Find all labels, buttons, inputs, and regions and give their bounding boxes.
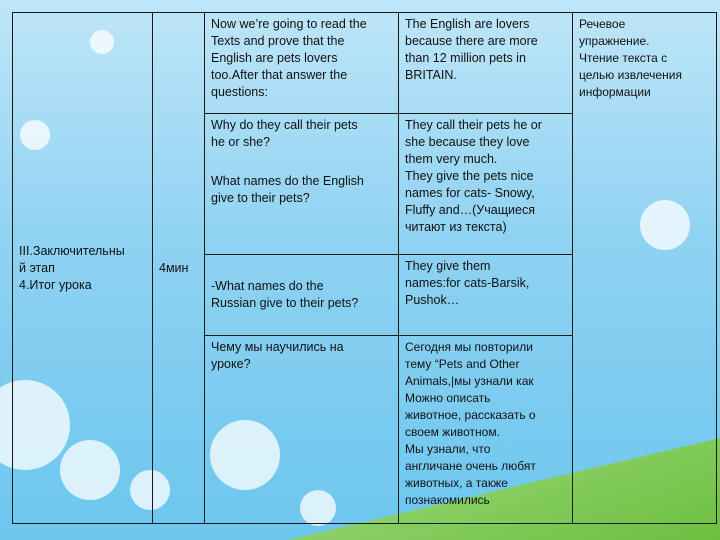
teacher-text-1: Now we’re going to read the Texts and prove that the English are pets lovers too.After that answer the questions: [211,17,367,99]
teacher-text-2: Why do they call their pets he or she? [211,118,358,149]
teacher-text-5: Чему мы научились на уроке? [211,340,344,371]
table-row [13,13,717,114]
lesson-plan-table [12,12,717,524]
teacher-cell [205,255,399,336]
teacher-text-3: What names do the English give to their pets? [211,174,364,205]
students-cell [399,255,573,336]
teacher-text-4: -What names do the Russian give to their pets? [211,279,359,310]
teacher-cell [205,114,399,255]
students-text-3: They give them names:for cats-Barsik, Pushok… [405,259,530,307]
activity-text: Речевое упражнение. Чтение текста с целью извлечения информации [579,17,682,99]
time-cell [153,13,205,524]
teacher-cell [205,336,399,524]
stage-cell [13,13,153,524]
teacher-cell [205,13,399,114]
students-text-2: They call their pets he or she because they love them very much. They give the pets nice names for cats- Snowy, Fluffy and…(Учащиеся читают из текста) [405,118,542,234]
students-cell [399,13,573,114]
students-text-4: Сегодня мы повторили тему “Pets and Other Animals,|мы узнали как Можно описать животное, рассказать о своем животном. Мы узнали, что англичане очень любят животных, а также познакомились [405,340,536,507]
students-cell [399,336,573,524]
students-text-1: The English are lovers because there are more than 12 million pets in BRITAIN. [405,17,538,82]
activity-cell [573,13,717,524]
time-text: 4мин [159,260,189,275]
students-cell [399,114,573,255]
stage-text: III.Заключительны й этап 4.Итог урока [19,243,125,292]
